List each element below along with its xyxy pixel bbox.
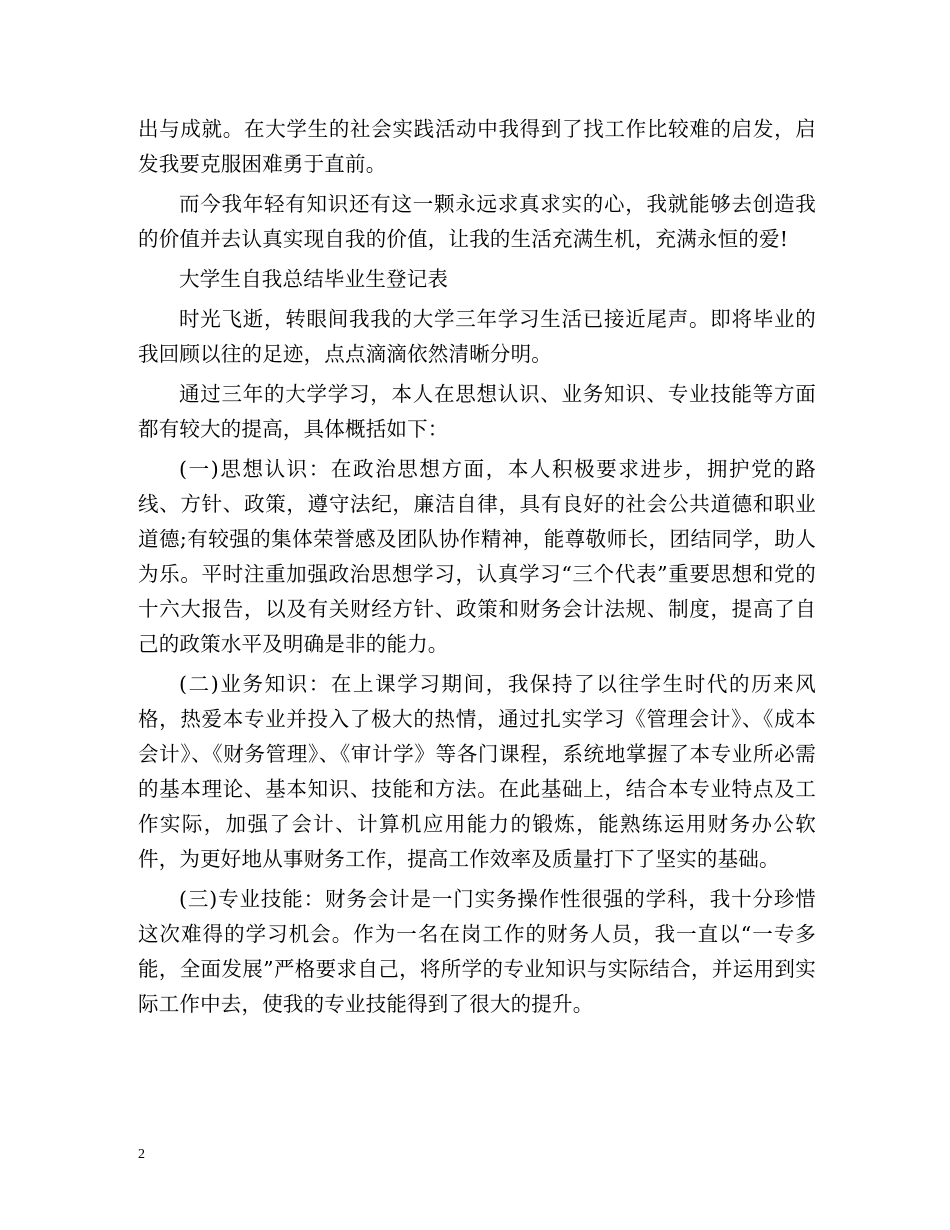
- paragraph-ideology: (一)思想认识：在政治思想方面，本人积极要求进步，拥护党的路线、方针、政策，遵守法纪，廉洁自律，具有良好的社会公共道德和职业道德;有较强的集体荣誉感及团队协作精神，能尊敬师长，团结同学，助人为乐。平时注重加强政治思想学习，认真学习“三个代表”重要思想和党的十六大报告，以及有关财经方针、政策和财务会计法规、制度，提高了自己的政策水平及明确是非的能力。: [138, 457, 816, 656]
- page-number: 2: [138, 1147, 145, 1162]
- paragraph-professional-knowledge: (二)业务知识：在上课学习期间，我保持了以往学生时代的历来风格，热爱本专业并投入了极大的热情，通过扎实学习《管理会计》、《成本会计》、《财务管理》、《审计学》等各门课程，系统地掌握了本专业所必需的基本理论、基本知识、技能和方法。在此基础上，结合本专业特点及工作实际，加强了会计、计算机应用能力的锻炼，能熟练运用财务办公软件，为更好地从事财务工作，提高工作效率及质量打下了坚实的基础。: [138, 672, 816, 871]
- section-heading: 大学生自我总结毕业生登记表: [179, 267, 449, 291]
- document-body: [138, 112, 816, 1022]
- paragraph-professional-skills: (三)专业技能：财务会计是一门实务操作性很强的学科，我十分珍惜这次难得的学习机会。作为一名在岗工作的财务人员，我一直以“一专多能，全面发展”严格要求自己，将所学的专业知识与实际结合，并运用到实际工作中去，使我的专业技能得到了很大的提升。: [138, 887, 816, 1016]
- paragraph: 而今我年轻有知识还有这一颗永远求真求实的心，我就能够去创造我的价值并去认真实现自我的价值，让我的生活充满生机，充满永恒的爱!: [138, 192, 816, 251]
- paragraph-continuation: 出与成就。在大学生的社会实践活动中我得到了找工作比较难的启发，启发我要克服困难勇于直前。: [138, 117, 816, 176]
- paragraph: 时光飞逝，转眼间我我的大学三年学习生活已接近尾声。即将毕业的我回顾以往的足迹，点点滴滴依然清晰分明。: [138, 307, 816, 366]
- paragraph: 通过三年的大学学习，本人在思想认识、业务知识、专业技能等方面都有较大的提高，具体概括如下：: [138, 382, 816, 441]
